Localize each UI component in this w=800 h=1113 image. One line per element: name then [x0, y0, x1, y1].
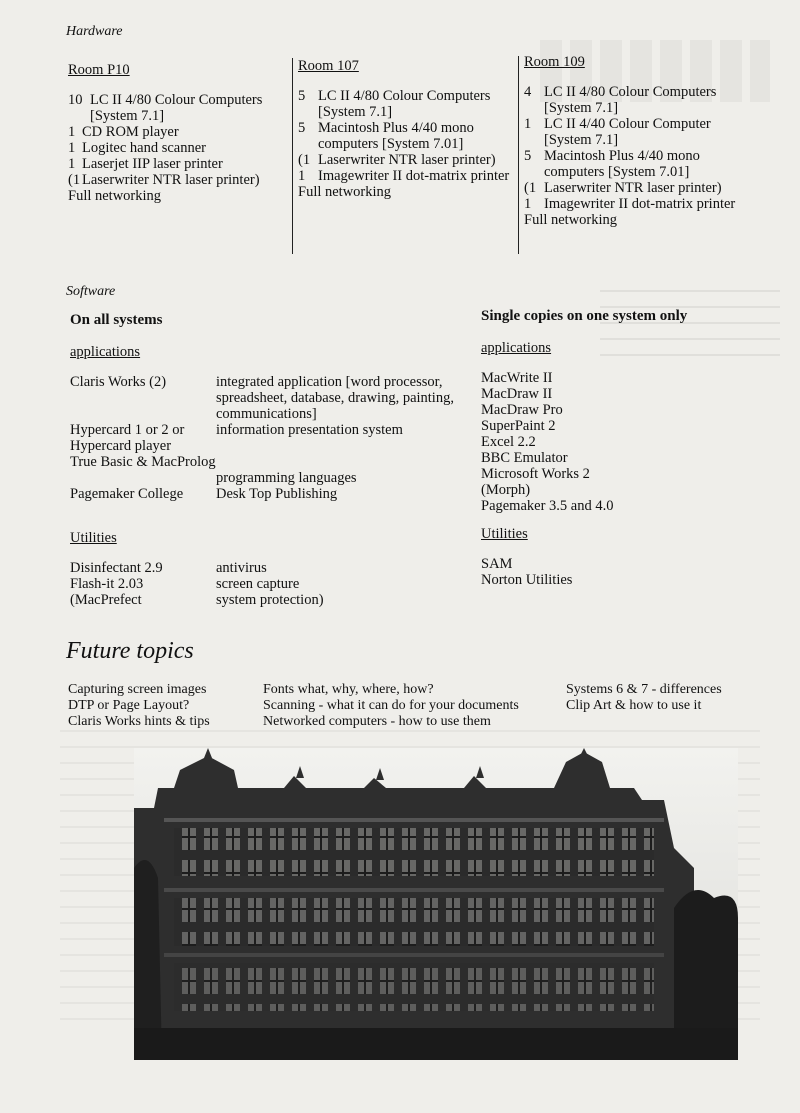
hardware-item	[524, 148, 749, 180]
list-item: Pagemaker 3.5 and 4.0	[481, 498, 614, 514]
item-quantity: 1	[298, 168, 306, 184]
software-section-label: Software	[66, 284, 116, 299]
item-quantity: 1	[68, 156, 76, 172]
hardware-item	[68, 156, 288, 172]
utility-description: screen capture	[216, 576, 300, 592]
topic-item: DTP or Page Layout?	[68, 698, 190, 713]
room-footer: Full networking	[298, 184, 392, 200]
room-footer: Full networking	[524, 212, 618, 228]
item-description: Laserwriter NTR laser printer)	[544, 180, 722, 196]
list-item: MacDraw Pro	[481, 402, 563, 418]
applications-label: applications	[70, 344, 141, 360]
topic-item: Fonts what, why, where, how?	[263, 682, 434, 697]
item-description: Laserwriter NTR laser printer)	[82, 172, 260, 188]
hardware-item	[298, 168, 513, 184]
item-quantity: 1	[524, 196, 532, 212]
list-item	[70, 592, 470, 608]
list-item: (Morph)	[481, 482, 531, 498]
app-name: Pagemaker College	[70, 486, 184, 502]
hardware-item	[68, 172, 288, 188]
applications-list	[70, 374, 470, 502]
single-utilities-list	[481, 556, 751, 588]
app-name: Hypercard 1 or 2 or Hypercard player	[70, 422, 185, 454]
item-quantity: 1	[68, 140, 76, 156]
item-description: LC II 4/40 Colour Computer [System 7.1]	[544, 116, 711, 148]
utility-name: Disinfectant 2.9	[70, 560, 163, 576]
hardware-item	[298, 120, 513, 152]
building-illustration	[134, 748, 738, 1060]
room-title: Room 109	[524, 54, 585, 70]
school-building-photo	[134, 748, 738, 1060]
hardware-item	[524, 84, 749, 116]
utilities-label: Utilities	[70, 530, 117, 546]
column-divider	[292, 58, 293, 254]
item-description: Macintosh Plus 4/40 mono computers [System 7.01]	[544, 148, 700, 180]
item-quantity: 4	[524, 84, 532, 100]
all-systems-heading: On all systems	[70, 312, 163, 328]
column-divider	[518, 56, 519, 254]
topic-item: Capturing screen images	[68, 682, 207, 697]
list-item: BBC Emulator	[481, 450, 568, 466]
hardware-item	[68, 124, 288, 140]
topic-item: Systems 6 & 7 - differences	[566, 682, 722, 697]
item-description: Logitec hand scanner	[82, 140, 207, 156]
item-description: Macintosh Plus 4/40 mono computers [System 7.01]	[318, 120, 474, 152]
utility-description: system protection)	[216, 592, 324, 608]
list-item	[70, 422, 470, 454]
item-description: LC II 4/80 Colour Computers [System 7.1]	[318, 88, 491, 120]
topic-item: Clip Art & how to use it	[566, 698, 702, 713]
app-description: programming languages	[216, 470, 357, 486]
future-topics-column	[263, 682, 563, 730]
topic-item: Scanning - what it can do for your documents	[263, 698, 519, 713]
utilities-list	[70, 560, 470, 608]
future-topics-column	[68, 682, 258, 730]
room-109-column	[524, 54, 749, 228]
single-applications-list	[481, 370, 751, 514]
item-description: LC II 4/80 Colour Computers [System 7.1]	[544, 84, 717, 116]
item-quantity: 10	[68, 92, 83, 108]
list-item: Microsoft Works 2	[481, 466, 590, 482]
all-systems-block	[70, 312, 470, 608]
list-item: MacWrite II	[481, 370, 553, 386]
hardware-item	[68, 140, 288, 156]
hardware-item	[524, 196, 749, 212]
item-quantity: 1	[68, 124, 76, 140]
list-item: MacDraw II	[481, 386, 553, 402]
future-topics-title: Future topics	[66, 638, 194, 664]
list-item: Excel 2.2	[481, 434, 536, 450]
hardware-item	[68, 92, 288, 124]
item-quantity: 5	[298, 120, 306, 136]
item-quantity: (1	[68, 172, 81, 188]
app-description: integrated application [word processor, spreadsheet, database, drawing, painting, communications]	[216, 374, 454, 422]
app-description: information presentation system	[216, 422, 403, 438]
item-quantity: 5	[298, 88, 306, 104]
app-description: Desk Top Publishing	[216, 486, 338, 502]
list-item	[70, 560, 470, 576]
topic-item: Claris Works hints & tips	[68, 714, 210, 729]
item-description: Laserwriter NTR laser printer)	[318, 152, 496, 168]
app-name: True Basic & MacProlog	[70, 454, 216, 470]
topic-item: Networked computers - how to use them	[263, 714, 491, 729]
list-item: Norton Utilities	[481, 572, 573, 588]
item-description: Imagewriter II dot-matrix printer	[318, 168, 510, 184]
room-title: Room P10	[68, 62, 130, 78]
utilities-label: Utilities	[481, 526, 528, 542]
single-copies-block	[481, 308, 751, 588]
item-quantity: (1	[298, 152, 311, 168]
hardware-item	[524, 180, 749, 196]
hardware-item	[298, 152, 513, 168]
hardware-item	[298, 88, 513, 120]
list-item	[70, 576, 470, 592]
single-copies-heading: Single copies on one system only	[481, 308, 688, 324]
item-quantity: 1	[524, 116, 532, 132]
item-description: Imagewriter II dot-matrix printer	[544, 196, 736, 212]
utility-description: antivirus	[216, 560, 267, 576]
hardware-section-label: Hardware	[66, 24, 123, 39]
item-description: LC II 4/80 Colour Computers [System 7.1]	[90, 92, 263, 124]
list-item: SAM	[481, 556, 513, 572]
list-item	[70, 486, 470, 502]
hardware-item	[524, 116, 749, 148]
item-quantity: 5	[524, 148, 532, 164]
item-description: Laserjet IIP laser printer	[82, 156, 223, 172]
utility-name: (MacPrefect	[70, 592, 142, 608]
app-name: Claris Works (2)	[70, 374, 167, 390]
room-p10-column	[68, 62, 288, 204]
list-item: SuperPaint 2	[481, 418, 556, 434]
list-item	[70, 454, 470, 486]
room-footer: Full networking	[68, 188, 162, 204]
future-topics-column	[566, 682, 766, 714]
list-item	[70, 374, 470, 422]
utility-name: Flash-it 2.03	[70, 576, 144, 592]
room-title: Room 107	[298, 58, 359, 74]
applications-label: applications	[481, 340, 552, 356]
room-107-column	[298, 58, 513, 200]
item-quantity: (1	[524, 180, 537, 196]
item-description: CD ROM player	[82, 124, 179, 140]
